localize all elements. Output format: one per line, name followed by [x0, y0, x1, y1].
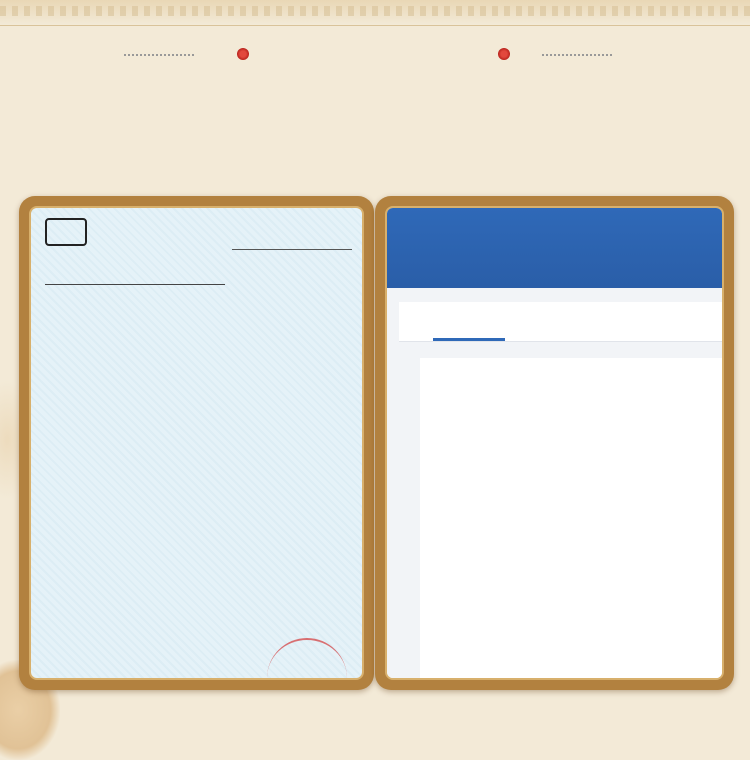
dotted-line — [542, 54, 614, 56]
registry-card — [385, 206, 724, 680]
tab-bar — [399, 302, 722, 342]
registry-header — [387, 208, 722, 288]
divider — [45, 284, 225, 285]
product-info — [420, 358, 722, 678]
dotted-line — [124, 54, 196, 56]
company-name-en — [232, 249, 352, 251]
red-flower-icon — [237, 48, 249, 60]
top-decorative-border — [0, 0, 750, 26]
slogan-row — [0, 44, 750, 66]
test-report-frame — [19, 196, 374, 690]
registry-frame — [375, 196, 734, 690]
red-flower-icon — [498, 48, 510, 60]
test-report — [29, 206, 364, 680]
cma-logo — [45, 218, 87, 246]
registry-body — [387, 288, 722, 678]
red-stamp — [267, 638, 347, 680]
tab-active-indicator — [433, 338, 505, 341]
